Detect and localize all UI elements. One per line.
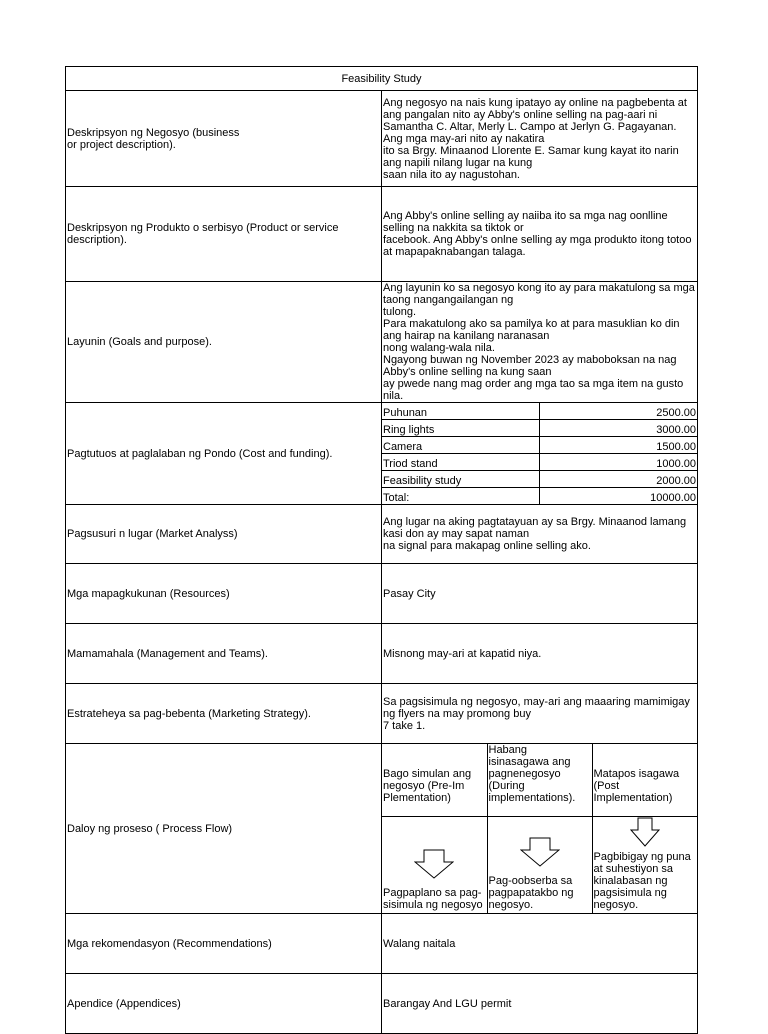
cost-item-amount: 10000.00 (540, 488, 698, 505)
title-row (66, 67, 698, 91)
row-management (66, 624, 698, 684)
label-market-analysis: Pagsusuri n lugar (Market Analyss) (66, 505, 382, 564)
label-recommendations: Mga rekomendasyon (Recommendations) (66, 914, 382, 974)
label-appendices: Apendice (Appendices) (66, 974, 382, 1034)
value-market-analysis: Ang lugar na aking pagtatayuan ay sa Brgy. Minaanod lamang kasi don ay may sapat naman na signal para makapag online selling ako. (382, 505, 698, 564)
row-appendices (66, 974, 698, 1034)
cost-row (382, 454, 697, 471)
down-arrow-icon (630, 817, 660, 847)
cost-row (382, 471, 697, 488)
cost-item-name: Ring lights (382, 420, 540, 437)
label-business-description: Deskripsyon ng Negosyo (business or project description). (66, 91, 382, 187)
row-market-analysis (66, 505, 698, 564)
value-goals: Ang layunin ko sa negosyo kong ito ay para makatulong sa mga taong nangangailangan ng tulong. Para makatulong ako sa pamilya ko at para masuklian ko din ang hairap na kanilang naranasan nong walang-wala nila. Ngayong buwan ng November 2023 ay maboboksan na nag Abby's online selling na kung saan ay pwede nang mag order ang mga tao sa mga item na gusto nila. (382, 282, 698, 403)
label-goals: Layunin (Goals and purpose). (66, 282, 382, 403)
cost-item-amount: 2000.00 (540, 471, 698, 488)
value-marketing-strategy: Sa pagsisimula ng negosyo, may-ari ang maaaring mamimigay ng flyers na may promong buy 7 take 1. (382, 684, 698, 744)
label-resources: Mga mapagkukunan (Resources) (66, 564, 382, 624)
cost-item-name: Feasibility study (382, 471, 540, 488)
step-during-implementation-cell (487, 817, 592, 914)
process-flow-table (382, 744, 697, 913)
label-product-description: Deskripsyon ng Produkto o serbisyo (Product or service description). (66, 187, 382, 282)
down-arrow-icon (414, 849, 454, 879)
process-phase-row (382, 744, 697, 817)
document-title: Feasibility Study (66, 67, 698, 91)
cost-item-amount: 3000.00 (540, 420, 698, 437)
step-post-implementation-cell (592, 817, 697, 914)
value-resources: Pasay City (382, 564, 698, 624)
row-resources (66, 564, 698, 624)
value-product-description: Ang Abby's online selling ay naiiba ito sa mga nag oonlline selling na nakkita sa tiktok or facebook. Ang Abby's onlne selling ay mga produkto itong totoo at mapapaknabangan talaga. (382, 187, 698, 282)
cost-item-amount: 1500.00 (540, 437, 698, 454)
phase-post-implementation: Matapos isagawa (Post Implementation) (592, 744, 697, 817)
cost-item-name: Camera (382, 437, 540, 454)
row-cost-funding (66, 403, 698, 505)
phase-during-implementation: Habang isinasagawa ang pagnenegosyo (During implementations). (487, 744, 592, 817)
label-management: Mamamahala (Management and Teams). (66, 624, 382, 684)
cost-row (382, 403, 697, 420)
step-during-implementation: Pag-oobserba sa pagpapatakbo ng negosyo. (488, 875, 574, 911)
feasibility-document (65, 66, 698, 1034)
cost-row (382, 420, 697, 437)
process-flow-cell (382, 744, 698, 914)
cost-table (382, 403, 697, 504)
label-process-flow: Daloy ng proseso ( Process Flow) (66, 744, 382, 914)
row-process-flow (66, 744, 698, 914)
row-recommendations (66, 914, 698, 974)
label-cost-funding: Pagtutuos at paglalaban ng Pondo (Cost and funding). (66, 403, 382, 505)
cost-item-name: Triod stand (382, 454, 540, 471)
row-business-description (66, 91, 698, 187)
value-business-description: Ang negosyo na nais kung ipatayo ay online na pagbebenta at ang pangalan nito ay Abby's online selling na pag-aari ni Samantha C. Altar, Merly L. Campo at Jerlyn G. Pagayanan. Ang mga may-ari nito ay nakatira ito sa Brgy. Minaanod Llorente E. Samar kung kayat ito narin ang napili nilang lugar na kung saan nila ito ay nagustohan. (382, 91, 698, 187)
cost-item-name: Total: (383, 492, 410, 504)
step-pre-implementation: Pagpaplano sa pag-sisimula ng negosyo (383, 887, 483, 911)
cost-row (382, 437, 697, 454)
value-appendices: Barangay And LGU permit (382, 974, 698, 1034)
cost-row (382, 488, 697, 505)
cost-item-amount: 2500.00 (540, 403, 698, 420)
phase-pre-implementation: Bago simulan ang negosyo (Pre-Im Plementation) (382, 744, 487, 817)
step-post-implementation: Pagbibigay ng puna at suhestiyon sa kinalabasan ng pagsisimula ng negosyo. (593, 851, 691, 911)
step-pre-implementation-cell (382, 817, 487, 914)
cost-item-name: Puhunan (382, 403, 540, 420)
value-recommendations: Walang naitala (382, 914, 698, 974)
cost-table-cell (382, 403, 698, 505)
down-arrow-icon (520, 837, 560, 867)
cost-item-amount: 1000.00 (540, 454, 698, 471)
value-management: Misnong may-ari at kapatid niya. (382, 624, 698, 684)
process-step-row (382, 817, 697, 914)
label-marketing-strategy: Estrateheya sa pag-bebenta (Marketing Strategy). (66, 684, 382, 744)
row-product-description (66, 187, 698, 282)
row-goals (66, 282, 698, 403)
row-marketing-strategy (66, 684, 698, 744)
feasibility-table (65, 66, 698, 1034)
